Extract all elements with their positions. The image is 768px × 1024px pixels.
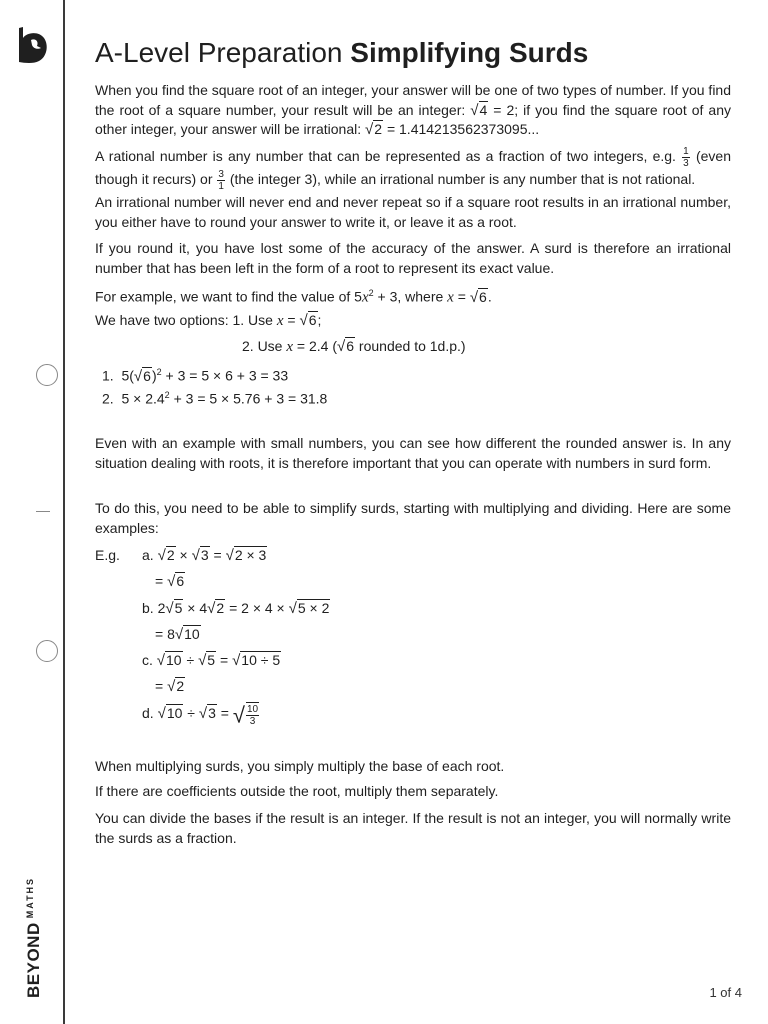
- margin-line: [63, 0, 65, 1024]
- example-b-result: = 8√10: [155, 626, 200, 643]
- example-a-result: = √6: [155, 573, 185, 590]
- sqrt-expression: √6: [469, 288, 487, 306]
- example-statement: For example, we want to find the value of $5x^2 + 3$, where x = √6.: [95, 288, 492, 306]
- fraction: $\frac{3}{1}$: [218, 169, 224, 192]
- option-two: 2. Use x = 2.4 (√6 rounded to 1d.p.): [242, 338, 466, 355]
- page-number: 1 of 4: [709, 985, 742, 1000]
- page-title: A-Level Preparation Simplifying Surds: [95, 37, 589, 68]
- paragraph-simplify: To do this, you need to be able to simplify surds, starting with multiplying and dividing. Here are some examples:: [95, 500, 731, 536]
- sqrt-expression: √2: [365, 121, 383, 138]
- paragraph-irrational: An irrational number will never end and never repeat so if a square root results in an irrational number, you either have to round your answer to write it, or leave it as a root.: [95, 194, 731, 230]
- brand-main: BEYOND: [24, 922, 43, 998]
- sqrt-expression: √4: [470, 101, 488, 119]
- paragraph-divide: You can divide the bases if the result is an integer. If the result is not an integer, you will normally write the surds as a fraction.: [95, 810, 731, 846]
- example-d: d. √10 ÷ √3 = √ $\frac{10}{3}$: [142, 701, 259, 728]
- paragraph-rounding: If you round it, you have lost some of the accuracy of the answer. A surd is therefore an irrational number that has been left in the form of a root to represent its exact value.: [95, 240, 731, 276]
- punch-hole-marker: [36, 640, 58, 662]
- sqrt-expression: √6: [337, 338, 355, 355]
- brand-sub: MATHS: [25, 876, 35, 919]
- example-b: b. 2√5 × 4√2 = 2 × 4 × √5 × 2: [142, 600, 330, 617]
- paragraph-multiply: When multiplying surds, you simply multiply the base of each root.: [95, 758, 505, 774]
- example-c-result: = √2: [155, 678, 185, 695]
- fraction: $\frac{1}{3}$: [683, 146, 689, 169]
- example-c: c. √10 ÷ √5 = √10 ÷ 5: [142, 652, 281, 669]
- paragraph-coefficients: If there are coefficients outside the root, multiply them separately.: [95, 783, 499, 799]
- fold-mark: [36, 511, 50, 512]
- punch-hole-marker: [36, 364, 58, 386]
- sqrt-expression: √6: [133, 367, 151, 385]
- calculation-one: 1. $5(√6)^2 + 3 = 5 \times 6 + 3 = 33$: [102, 367, 289, 385]
- sqrt-fraction: √ $\frac{10}{3}$: [232, 701, 259, 728]
- sqrt-expression: √6: [299, 312, 317, 329]
- option-one: We have two options: 1. Use x = √6;: [95, 312, 322, 329]
- paragraph-intro: When you find the square root of an integer, your answer will be one of two types of number. If you find the root of a square number, your result will be an integer: √4 = 2; if you find the square root of any other integer, your answer will be irrational: √2 = 1.414213562373095...: [95, 82, 731, 138]
- example-label: E.g.: [95, 547, 120, 563]
- brand-vertical: [24, 877, 44, 998]
- beyond-logo-icon: [17, 26, 51, 64]
- paragraph-rational: A rational number is any number that can be represented as a fraction of two integers, e.g. $\frac{1}{3}$ (even though it recurs) or $\frac{3}{1}$ (the integer 3), while an irrational number is any number that is not rational.: [95, 146, 731, 192]
- calculation-two: 2. $5 \times 2.4^2 + 3 = 5 \times 5.76 + 3 = 31.8$: [102, 390, 328, 407]
- paragraph-difference: Even with an example with small numbers, you can see how different the rounded answer is. In any situation dealing with roots, it is therefore important that you can operate with numbers in surd form.: [95, 435, 731, 471]
- example-a: a. √2 × √3 = √2 × 3: [142, 547, 267, 564]
